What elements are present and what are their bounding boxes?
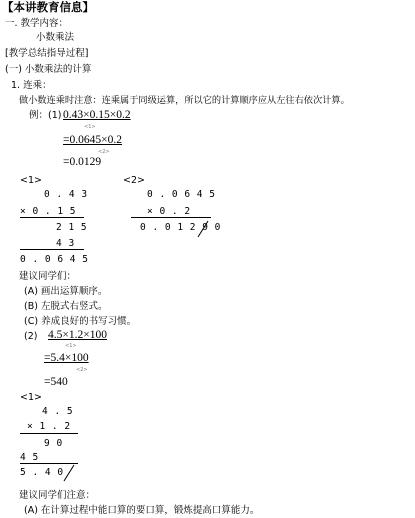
vertical-2-row-3: 0 . 0 1 2 9 0 xyxy=(140,222,221,233)
vertical-3-row-4: 4 5 xyxy=(20,452,39,463)
example-1-expression: 0.43×0.15×0.2 xyxy=(63,109,131,121)
vertical-1-label: <1> xyxy=(20,175,42,186)
advice-heading: 建议同学们： xyxy=(19,271,77,282)
example-1-label: 例：(1) xyxy=(29,110,62,121)
vertical-3-row-2: × 1 . 2 xyxy=(27,421,71,432)
vertical-1-row-1: 0 . 4 3 xyxy=(44,189,88,200)
subsection-heading: (一) 小数乘法的计算 xyxy=(5,64,92,75)
vertical-1-rule-2 xyxy=(20,249,84,250)
strike-zero-mark-3 xyxy=(62,464,76,482)
example-2-result: =540 xyxy=(44,376,68,388)
topic-label: 小数乘法 xyxy=(36,32,75,43)
rule-text: 做小数连乘时注意：连乘属于同级运算，所以它的计算顺序应从左往右依次计算。 xyxy=(19,95,350,106)
guide-heading: [教学总结指导过程] xyxy=(5,48,89,59)
advice-item-c: (C) 养成良好的书写习惯。 xyxy=(24,316,137,327)
advice-item-a: (A) 画出运算顺序。 xyxy=(24,286,108,297)
vertical-1-row-3: 2 1 5 xyxy=(56,222,88,233)
vertical-2-label: <2> xyxy=(123,175,145,186)
vertical-2-rule xyxy=(131,217,211,218)
vertical-1-row-4: 4 3 xyxy=(56,238,75,249)
order-mark-1: <1> xyxy=(84,124,96,130)
notice-heading: 建议同学们注意： xyxy=(19,490,96,501)
advice-item-b: (B) 左脱式右竖式。 xyxy=(24,301,108,312)
vertical-3-label: <1> xyxy=(20,392,42,403)
notice-item-a: (A) 在计算过程中能口算的要口算，锻炼提高口算能力。 xyxy=(24,505,260,516)
example-2-label: (2) xyxy=(24,331,38,342)
example-2-expression: 4.5×1.2×100 xyxy=(48,329,107,341)
order-mark-2: <2> xyxy=(98,149,110,155)
vertical-3-row-3: 9 0 xyxy=(44,438,63,449)
example-1-step-2: =0.0645×0.2 xyxy=(63,134,122,146)
vertical-3-row-1: 4 . 5 xyxy=(42,406,74,417)
vertical-3-rule-1 xyxy=(20,433,78,434)
lesson-title: 【本讲教育信息】 xyxy=(2,0,94,14)
vertical-1-rule-1 xyxy=(20,217,84,218)
vertical-1-row-2: × 0 . 1 5 xyxy=(20,206,76,217)
example-1-result: =0.0129 xyxy=(63,156,102,168)
vertical-1-row-5: 0 . 0 6 4 5 xyxy=(20,254,89,265)
item-heading-continuous-multiplication: 1. 连乘： xyxy=(11,80,52,91)
order-mark-4: <2> xyxy=(76,367,88,373)
section-teaching-content: 一. 教学内容： xyxy=(5,18,69,29)
vertical-2-row-1: 0 . 0 6 4 5 xyxy=(147,189,216,200)
vertical-3-row-5: 5 . 4 0 xyxy=(20,467,64,478)
vertical-2-row-2: × 0 . 2 xyxy=(147,206,191,217)
order-mark-3: <1> xyxy=(65,343,77,349)
strike-zero-mark-2 xyxy=(196,220,210,238)
example-2-step-2: =5.4×100 xyxy=(44,352,89,364)
